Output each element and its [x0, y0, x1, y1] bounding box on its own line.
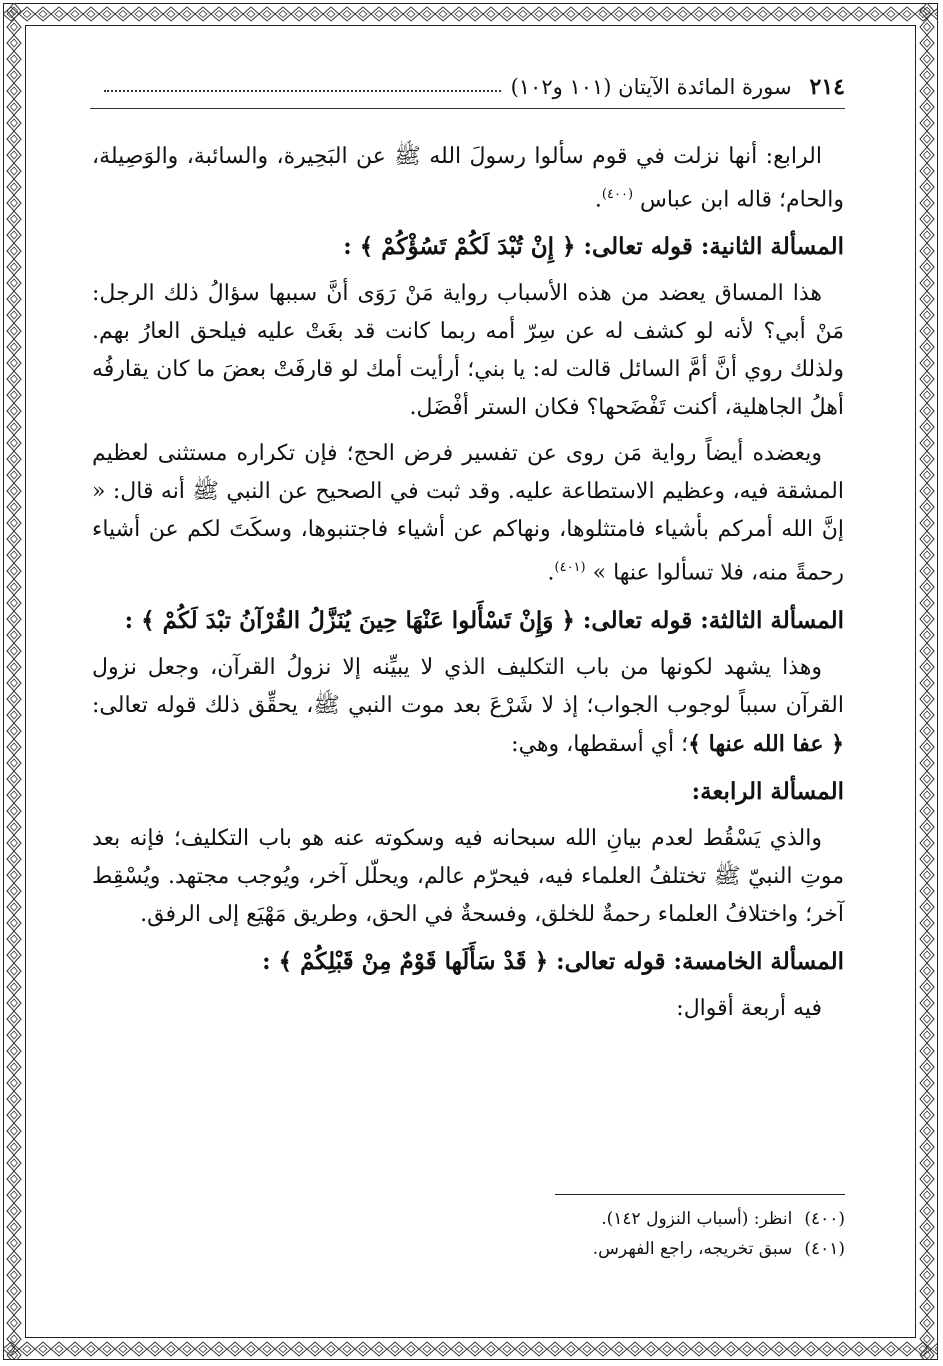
quran-verse: ﴿ قَدْ سَأَلَها قَوْمٌ مِنْ قَبْلِكُمْ ﴾ : — [262, 947, 549, 975]
paragraph-hajj: ويعضده أيضاً رواية مَن روى عن تفسير فرض الحج؛ فإن تكراره مستثنى لعظيم المشقة فيه، وعظيم الاستطاعة عليه. وقد ثبت في الصحيح عن النبي ﷺ أنه قال: « إنَّ الله أمركم بأشياء فامتثلوها، ونهاكم عن أشياء فاجتنبوها، وسكَتَ لكم عن أشياء رحمةً منه، فلا تسألوا عنها » $^{(٤٠١)}$. — [92, 441, 844, 586]
page-number: ٢١٤ — [809, 74, 845, 100]
heading-fifth-issue: المسألة الخامسة: قوله تعالى: ﴿ قَدْ سَأَلَها قَوْمٌ مِنْ قَبْلِكُمْ ﴾ : — [262, 947, 844, 975]
main-text — [92, 138, 844, 1036]
quran-verse: ﴿ وَإِنْ تَسْأَلوا عَنْهَا حِينَ يُنَزَّلُ القُرْآنُ تبْدَ لَكُمْ ﴾ : — [124, 606, 575, 634]
footnote-text: سبق تخريجه، راجع الفهرس. — [592, 1239, 793, 1259]
paragraph-fourth-issue: والذي يَسْقُط لعدم بيانِ الله سبحانه فيه وسكوته عنه هو باب التكليف؛ فإنه بعد موتِ النبيّ ﷺ تختلفُ العلماء فيه، فيحرّم عالم، ويحلّل آخر، ويُوجب مجتهد. ويُسْقِط آخر؛ واختلافُ العلماء رحمةٌ للخلق، وفسحةٌ في الحق، وطريق مَهْيَع إلى الرفق. — [92, 825, 844, 927]
quran-verse: ﴿ عفا الله عنها ﴾ — [688, 730, 844, 757]
footnote-number: (٤٠١) — [804, 1239, 845, 1259]
running-header — [90, 70, 845, 104]
footnote-rule — [555, 1194, 845, 1195]
paragraph-fourth-opinion: الرابع: أنها نزلت في قوم سألوا رسولَ الله ﷺ عن البَحِيرة، والسائبة، والوَصِيلة، والحام؛ قاله ابن عباس $^{(٤٠٠)}$. — [92, 144, 844, 213]
footnote-ref-401[interactable]: (٤٠١) — [554, 560, 586, 576]
footnote-text: انظر: (أسباب النزول ١٤٢). — [601, 1209, 793, 1229]
quran-verse: ﴿ إِنْ تُبْدَ لَكُمْ تَسُؤْكُمْ ﴾ : — [343, 233, 576, 261]
heading-third-issue: المسألة الثالثة: قوله تعالى: ﴿ وَإِنْ تَسْأَلوا عَنْهَا حِينَ يُنَزَّلُ القُرْآنُ تبْدَ لَكُمْ ﴾ : — [124, 606, 844, 634]
decorative-border-left — [3, 3, 25, 1360]
heading-second-issue: المسألة الثانية: قوله تعالى: ﴿ إِنْ تُبْدَ لَكُمْ تَسُؤْكُمْ ﴾ : — [343, 233, 844, 261]
footnote-401 — [300, 1234, 845, 1264]
decorative-border-bottom — [3, 1338, 938, 1360]
heading-fourth-issue: المسألة الرابعة: — [691, 777, 844, 805]
footnote-ref-400[interactable]: (٤٠٠) — [601, 187, 634, 202]
paragraph-second-issue: هذا المساق يعضد من هذه الأسباب رواية مَنْ رَوَى أنَّ سببها سؤالُ ذلك الرجل: مَنْ أبي؟ لأنه لو كشف له عن سِرّ أمه ربما كانت قد بغَتْ عليه فيلحق العارُ بهم. ولذلك روي أنَّ أمَّ السائل قالت له: يا بني؛ أرأيت أمك لو قارفَتْ بعضَ ما كان يقارفُه أهلُ الجاهلية، أكنت تَفْضَحها؟ فكان الستر أفْضَل. — [92, 281, 844, 421]
footnote-number: (٤٠٠) — [804, 1209, 845, 1229]
footnote-400 — [300, 1204, 845, 1234]
header-rule — [90, 108, 845, 109]
decorative-border-right — [916, 3, 938, 1360]
decorative-border-top — [3, 3, 938, 25]
paragraph-third-issue: وهذا يشهد لكونها من باب التكليف الذي لا يبيِّنه إلا نزولُ القرآن، وجعل نزول القرآن سبباً لوجوب الجواب؛ إذ لا شَرْعَ بعد موت النبي ﷺ، يحقِّق ذلك قوله تعالى: ﴿ عفا الله عنها ﴾؛ أي أسقطها، وهي: — [92, 654, 844, 757]
surah-title: سورة المائدة الآيتان (١٠١ و١٠٢) — [510, 75, 792, 99]
paragraph-fifth-issue: فيه أربعة أقوال: — [676, 995, 822, 1021]
header-dot-leader — [104, 90, 501, 92]
footnotes — [300, 1204, 845, 1264]
